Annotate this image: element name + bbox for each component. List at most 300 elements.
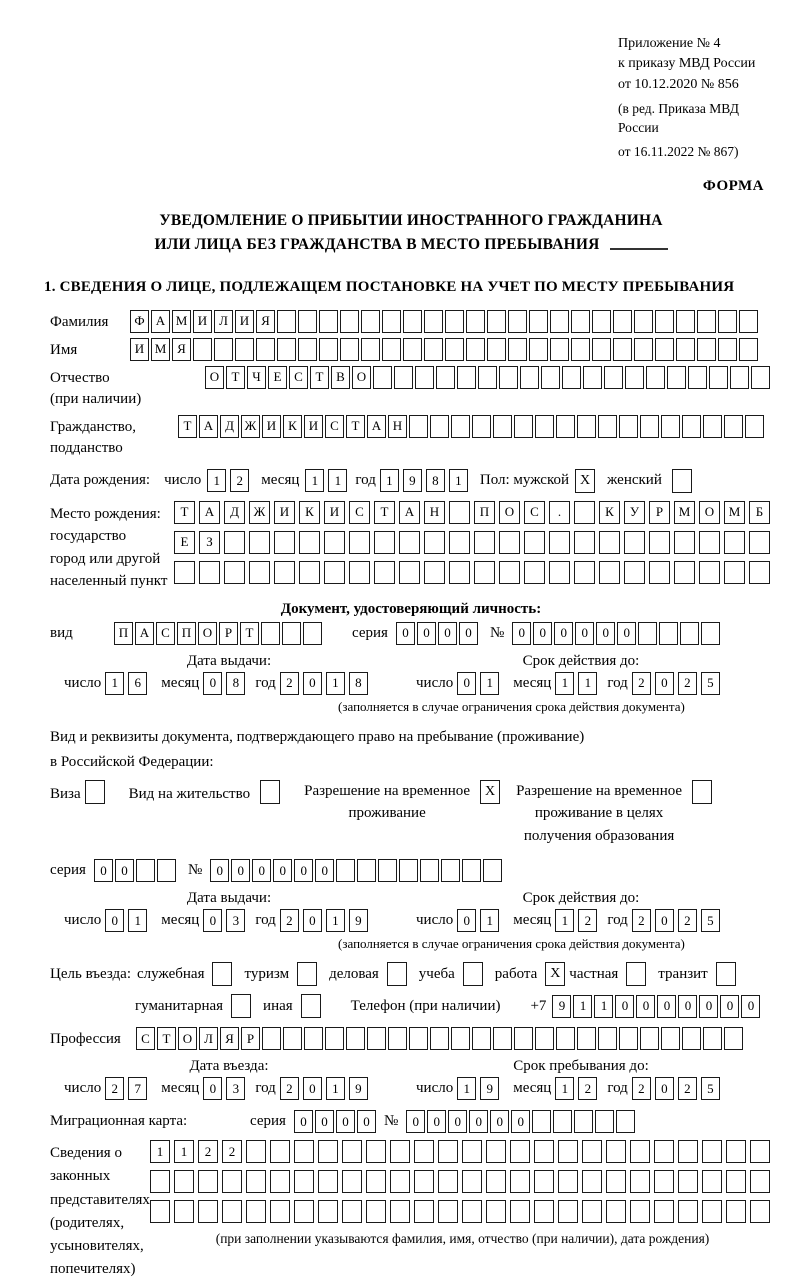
char-cell[interactable]: 2: [230, 469, 249, 492]
char-cell[interactable]: 0: [203, 672, 222, 695]
char-cell[interactable]: [246, 1170, 266, 1193]
char-cell[interactable]: [414, 1200, 434, 1223]
char-cell[interactable]: [449, 531, 470, 554]
char-cell[interactable]: [388, 1027, 407, 1050]
char-cell[interactable]: [499, 531, 520, 554]
char-cell[interactable]: [616, 1110, 635, 1133]
char-cell[interactable]: [702, 1140, 722, 1163]
char-cell[interactable]: [390, 1200, 410, 1223]
char-cell[interactable]: 1: [573, 995, 592, 1018]
char-cell[interactable]: 0: [448, 1110, 467, 1133]
char-cell[interactable]: [535, 1027, 554, 1050]
doc-number-cells[interactable]: [512, 622, 720, 645]
char-cell[interactable]: 0: [427, 1110, 446, 1133]
char-cell[interactable]: [701, 622, 720, 645]
char-cell[interactable]: [582, 1140, 602, 1163]
char-cell[interactable]: 0: [636, 995, 655, 1018]
residence-issue-year-cells[interactable]: [280, 909, 368, 932]
char-cell[interactable]: [367, 1027, 386, 1050]
char-cell[interactable]: [199, 561, 220, 584]
char-cell[interactable]: [474, 531, 495, 554]
char-cell[interactable]: [598, 1027, 617, 1050]
char-cell[interactable]: [750, 1140, 770, 1163]
char-cell[interactable]: [510, 1170, 530, 1193]
char-cell[interactable]: 1: [326, 1077, 345, 1100]
char-cell[interactable]: [499, 561, 520, 584]
char-cell[interactable]: Т: [157, 1027, 176, 1050]
char-cell[interactable]: [157, 859, 176, 882]
char-cell[interactable]: [451, 1027, 470, 1050]
char-cell[interactable]: Н: [424, 501, 445, 524]
char-cell[interactable]: 0: [315, 859, 334, 882]
char-cell[interactable]: 0: [417, 622, 436, 645]
char-cell[interactable]: [424, 310, 443, 333]
char-cell[interactable]: [472, 415, 491, 438]
char-cell[interactable]: [553, 1110, 572, 1133]
char-cell[interactable]: 1: [326, 672, 345, 695]
char-cell[interactable]: 0: [615, 995, 634, 1018]
char-cell[interactable]: [703, 415, 722, 438]
char-cell[interactable]: [499, 366, 518, 389]
char-cell[interactable]: 1: [305, 469, 324, 492]
char-cell[interactable]: [249, 531, 270, 554]
purpose-study-checkbox[interactable]: [463, 962, 483, 986]
char-cell[interactable]: [726, 1170, 746, 1193]
char-cell[interactable]: О: [352, 366, 371, 389]
char-cell[interactable]: 2: [632, 672, 651, 695]
char-cell[interactable]: [424, 531, 445, 554]
char-cell[interactable]: 2: [280, 672, 299, 695]
char-cell[interactable]: [224, 561, 245, 584]
char-cell[interactable]: 2: [678, 1077, 697, 1100]
char-cell[interactable]: 0: [512, 622, 531, 645]
char-cell[interactable]: [613, 310, 632, 333]
char-cell[interactable]: [415, 366, 434, 389]
char-cell[interactable]: [436, 366, 455, 389]
temp-permit-checkbox[interactable]: X: [480, 780, 500, 804]
char-cell[interactable]: 1: [457, 1077, 476, 1100]
char-cell[interactable]: 3: [226, 909, 245, 932]
char-cell[interactable]: .: [549, 501, 570, 524]
char-cell[interactable]: [730, 366, 749, 389]
char-cell[interactable]: [508, 338, 527, 361]
stay-until-year-cells[interactable]: [632, 1077, 720, 1100]
char-cell[interactable]: [510, 1140, 530, 1163]
char-cell[interactable]: 1: [555, 1077, 574, 1100]
profession-cells[interactable]: [136, 1027, 743, 1050]
char-cell[interactable]: 1: [174, 1140, 194, 1163]
char-cell[interactable]: [445, 310, 464, 333]
char-cell[interactable]: [409, 1027, 428, 1050]
char-cell[interactable]: [550, 310, 569, 333]
char-cell[interactable]: О: [499, 501, 520, 524]
purpose-business-checkbox[interactable]: [212, 962, 232, 986]
char-cell[interactable]: 1: [480, 909, 499, 932]
char-cell[interactable]: [702, 1170, 722, 1193]
char-cell[interactable]: З: [199, 531, 220, 554]
char-cell[interactable]: И: [130, 338, 149, 361]
char-cell[interactable]: [342, 1170, 362, 1193]
char-cell[interactable]: Т: [374, 501, 395, 524]
char-cell[interactable]: [606, 1170, 626, 1193]
char-cell[interactable]: А: [199, 415, 218, 438]
char-cell[interactable]: [462, 859, 481, 882]
char-cell[interactable]: [697, 338, 716, 361]
char-cell[interactable]: Ж: [249, 501, 270, 524]
char-cell[interactable]: [445, 338, 464, 361]
char-cell[interactable]: С: [349, 501, 370, 524]
char-cell[interactable]: 0: [294, 1110, 313, 1133]
char-cell[interactable]: [508, 310, 527, 333]
char-cell[interactable]: [556, 415, 575, 438]
char-cell[interactable]: [474, 561, 495, 584]
char-cell[interactable]: 1: [150, 1140, 170, 1163]
birthplace-cells-row3[interactable]: [174, 561, 770, 584]
char-cell[interactable]: 9: [349, 1077, 368, 1100]
char-cell[interactable]: [640, 415, 659, 438]
identity-valid-year-cells[interactable]: [632, 672, 720, 695]
char-cell[interactable]: [726, 1200, 746, 1223]
char-cell[interactable]: [599, 531, 620, 554]
char-cell[interactable]: [318, 1140, 338, 1163]
char-cell[interactable]: 1: [105, 672, 124, 695]
char-cell[interactable]: М: [674, 501, 695, 524]
residence-issue-day-cells[interactable]: [105, 909, 147, 932]
char-cell[interactable]: [630, 1140, 650, 1163]
char-cell[interactable]: Я: [256, 310, 275, 333]
char-cell[interactable]: [749, 531, 770, 554]
char-cell[interactable]: 0: [273, 859, 292, 882]
char-cell[interactable]: [414, 1170, 434, 1193]
char-cell[interactable]: [424, 561, 445, 584]
char-cell[interactable]: [399, 859, 418, 882]
char-cell[interactable]: [604, 366, 623, 389]
char-cell[interactable]: О: [178, 1027, 197, 1050]
char-cell[interactable]: [409, 415, 428, 438]
char-cell[interactable]: 0: [438, 622, 457, 645]
char-cell[interactable]: Е: [174, 531, 195, 554]
char-cell[interactable]: [282, 622, 301, 645]
char-cell[interactable]: 0: [596, 622, 615, 645]
char-cell[interactable]: [486, 1170, 506, 1193]
char-cell[interactable]: А: [135, 622, 154, 645]
char-cell[interactable]: С: [289, 366, 308, 389]
char-cell[interactable]: [318, 1200, 338, 1223]
birthdate-year-cells[interactable]: [380, 469, 468, 492]
char-cell[interactable]: Р: [241, 1027, 260, 1050]
char-cell[interactable]: К: [283, 415, 302, 438]
char-cell[interactable]: [438, 1200, 458, 1223]
char-cell[interactable]: [703, 1027, 722, 1050]
char-cell[interactable]: 0: [720, 995, 739, 1018]
char-cell[interactable]: Т: [174, 501, 195, 524]
char-cell[interactable]: [493, 1027, 512, 1050]
char-cell[interactable]: [374, 561, 395, 584]
char-cell[interactable]: [699, 531, 720, 554]
char-cell[interactable]: [751, 366, 770, 389]
char-cell[interactable]: [261, 622, 280, 645]
char-cell[interactable]: И: [324, 501, 345, 524]
char-cell[interactable]: [630, 1200, 650, 1223]
char-cell[interactable]: [646, 366, 665, 389]
char-cell[interactable]: М: [172, 310, 191, 333]
char-cell[interactable]: [483, 859, 502, 882]
char-cell[interactable]: [558, 1170, 578, 1193]
char-cell[interactable]: 0: [94, 859, 113, 882]
char-cell[interactable]: С: [136, 1027, 155, 1050]
char-cell[interactable]: [558, 1200, 578, 1223]
char-cell[interactable]: [630, 1170, 650, 1193]
identity-issue-month-cells[interactable]: [203, 672, 245, 695]
char-cell[interactable]: 0: [203, 1077, 222, 1100]
char-cell[interactable]: [534, 1200, 554, 1223]
char-cell[interactable]: О: [699, 501, 720, 524]
char-cell[interactable]: 0: [655, 1077, 674, 1100]
char-cell[interactable]: 0: [294, 859, 313, 882]
char-cell[interactable]: [702, 1200, 722, 1223]
char-cell[interactable]: [214, 338, 233, 361]
residence-issue-month-cells[interactable]: [203, 909, 245, 932]
char-cell[interactable]: [524, 561, 545, 584]
migration-number-cells[interactable]: [406, 1110, 635, 1133]
char-cell[interactable]: [303, 622, 322, 645]
char-cell[interactable]: [174, 1200, 194, 1223]
char-cell[interactable]: 1: [480, 672, 499, 695]
char-cell[interactable]: [438, 1170, 458, 1193]
char-cell[interactable]: [366, 1200, 386, 1223]
char-cell[interactable]: 0: [575, 622, 594, 645]
char-cell[interactable]: [529, 310, 548, 333]
char-cell[interactable]: 3: [226, 1077, 245, 1100]
char-cell[interactable]: [750, 1200, 770, 1223]
char-cell[interactable]: [676, 338, 695, 361]
char-cell[interactable]: [390, 1140, 410, 1163]
char-cell[interactable]: И: [193, 310, 212, 333]
char-cell[interactable]: 0: [210, 859, 229, 882]
char-cell[interactable]: 0: [252, 859, 271, 882]
char-cell[interactable]: [750, 1170, 770, 1193]
char-cell[interactable]: [378, 859, 397, 882]
char-cell[interactable]: [649, 531, 670, 554]
char-cell[interactable]: Ф: [130, 310, 149, 333]
char-cell[interactable]: [457, 366, 476, 389]
char-cell[interactable]: А: [367, 415, 386, 438]
char-cell[interactable]: 0: [655, 672, 674, 695]
char-cell[interactable]: 2: [632, 909, 651, 932]
char-cell[interactable]: Т: [226, 366, 245, 389]
char-cell[interactable]: 2: [198, 1140, 218, 1163]
char-cell[interactable]: Я: [220, 1027, 239, 1050]
char-cell[interactable]: [680, 622, 699, 645]
char-cell[interactable]: 0: [617, 622, 636, 645]
char-cell[interactable]: [357, 859, 376, 882]
char-cell[interactable]: [574, 561, 595, 584]
char-cell[interactable]: 5: [701, 672, 720, 695]
char-cell[interactable]: [449, 561, 470, 584]
female-checkbox[interactable]: [672, 469, 692, 493]
char-cell[interactable]: [193, 338, 212, 361]
char-cell[interactable]: [654, 1170, 674, 1193]
char-cell[interactable]: 0: [678, 995, 697, 1018]
char-cell[interactable]: 0: [657, 995, 676, 1018]
char-cell[interactable]: [174, 1170, 194, 1193]
surname-cells[interactable]: [130, 310, 758, 333]
char-cell[interactable]: Е: [268, 366, 287, 389]
char-cell[interactable]: [325, 1027, 344, 1050]
char-cell[interactable]: М: [151, 338, 170, 361]
char-cell[interactable]: [634, 310, 653, 333]
birthplace-cells-row2[interactable]: [174, 531, 770, 554]
char-cell[interactable]: 0: [357, 1110, 376, 1133]
char-cell[interactable]: [198, 1200, 218, 1223]
identity-issue-year-cells[interactable]: [280, 672, 368, 695]
char-cell[interactable]: Т: [240, 622, 259, 645]
stay-until-day-cells[interactable]: [457, 1077, 499, 1100]
char-cell[interactable]: Н: [388, 415, 407, 438]
char-cell[interactable]: 1: [128, 909, 147, 932]
char-cell[interactable]: [514, 415, 533, 438]
char-cell[interactable]: [270, 1200, 290, 1223]
char-cell[interactable]: 0: [303, 909, 322, 932]
char-cell[interactable]: [606, 1200, 626, 1223]
char-cell[interactable]: [399, 531, 420, 554]
char-cell[interactable]: [699, 561, 720, 584]
char-cell[interactable]: [342, 1200, 362, 1223]
char-cell[interactable]: [424, 338, 443, 361]
char-cell[interactable]: [524, 531, 545, 554]
char-cell[interactable]: [541, 366, 560, 389]
char-cell[interactable]: 1: [449, 469, 468, 492]
char-cell[interactable]: [640, 1027, 659, 1050]
residence-valid-day-cells[interactable]: [457, 909, 499, 932]
char-cell[interactable]: [529, 338, 548, 361]
char-cell[interactable]: М: [724, 501, 745, 524]
char-cell[interactable]: [438, 1140, 458, 1163]
char-cell[interactable]: [724, 531, 745, 554]
char-cell[interactable]: [270, 1140, 290, 1163]
char-cell[interactable]: [582, 1170, 602, 1193]
char-cell[interactable]: 2: [578, 909, 597, 932]
char-cell[interactable]: [304, 1027, 323, 1050]
char-cell[interactable]: К: [599, 501, 620, 524]
char-cell[interactable]: [624, 531, 645, 554]
char-cell[interactable]: [739, 310, 758, 333]
entry-year-cells[interactable]: [280, 1077, 368, 1100]
char-cell[interactable]: 8: [349, 672, 368, 695]
edu-permit-checkbox[interactable]: [692, 780, 712, 804]
char-cell[interactable]: [361, 338, 380, 361]
char-cell[interactable]: [558, 1140, 578, 1163]
char-cell[interactable]: 0: [459, 622, 478, 645]
char-cell[interactable]: [487, 310, 506, 333]
char-cell[interactable]: [394, 366, 413, 389]
char-cell[interactable]: [534, 1170, 554, 1193]
char-cell[interactable]: [655, 338, 674, 361]
char-cell[interactable]: 1: [594, 995, 613, 1018]
char-cell[interactable]: [582, 1200, 602, 1223]
identity-valid-day-cells[interactable]: [457, 672, 499, 695]
char-cell[interactable]: Я: [172, 338, 191, 361]
char-cell[interactable]: [349, 531, 370, 554]
char-cell[interactable]: [726, 1140, 746, 1163]
doc-kind-cells[interactable]: [114, 622, 322, 645]
char-cell[interactable]: [510, 1200, 530, 1223]
residence-valid-month-cells[interactable]: [555, 909, 597, 932]
char-cell[interactable]: [246, 1200, 266, 1223]
char-cell[interactable]: [745, 415, 764, 438]
char-cell[interactable]: [294, 1200, 314, 1223]
char-cell[interactable]: 0: [203, 909, 222, 932]
char-cell[interactable]: А: [199, 501, 220, 524]
char-cell[interactable]: А: [151, 310, 170, 333]
char-cell[interactable]: [472, 1027, 491, 1050]
representatives-cells-row2[interactable]: [150, 1170, 775, 1193]
char-cell[interactable]: [486, 1140, 506, 1163]
patronymic-cells[interactable]: [205, 366, 770, 389]
residence-permit-checkbox[interactable]: [260, 780, 280, 804]
entry-day-cells[interactable]: [105, 1077, 147, 1100]
char-cell[interactable]: 1: [555, 672, 574, 695]
char-cell[interactable]: [462, 1170, 482, 1193]
char-cell[interactable]: [340, 310, 359, 333]
stay-until-month-cells[interactable]: [555, 1077, 597, 1100]
char-cell[interactable]: 0: [406, 1110, 425, 1133]
char-cell[interactable]: Т: [346, 415, 365, 438]
char-cell[interactable]: [449, 501, 470, 524]
char-cell[interactable]: [399, 561, 420, 584]
char-cell[interactable]: [294, 1170, 314, 1193]
char-cell[interactable]: [688, 366, 707, 389]
char-cell[interactable]: И: [235, 310, 254, 333]
char-cell[interactable]: [606, 1140, 626, 1163]
residence-valid-year-cells[interactable]: [632, 909, 720, 932]
char-cell[interactable]: [373, 366, 392, 389]
char-cell[interactable]: Д: [224, 501, 245, 524]
char-cell[interactable]: [638, 622, 657, 645]
char-cell[interactable]: [235, 338, 254, 361]
char-cell[interactable]: [478, 366, 497, 389]
char-cell[interactable]: О: [205, 366, 224, 389]
char-cell[interactable]: 0: [554, 622, 573, 645]
char-cell[interactable]: [299, 531, 320, 554]
char-cell[interactable]: 0: [533, 622, 552, 645]
char-cell[interactable]: [462, 1200, 482, 1223]
citizenship-cells[interactable]: [178, 415, 764, 438]
char-cell[interactable]: [613, 338, 632, 361]
char-cell[interactable]: [724, 415, 743, 438]
birthdate-month-cells[interactable]: [305, 469, 347, 492]
char-cell[interactable]: Р: [219, 622, 238, 645]
char-cell[interactable]: [571, 338, 590, 361]
char-cell[interactable]: [299, 561, 320, 584]
char-cell[interactable]: [349, 561, 370, 584]
char-cell[interactable]: В: [331, 366, 350, 389]
char-cell[interactable]: [724, 561, 745, 584]
char-cell[interactable]: П: [177, 622, 196, 645]
char-cell[interactable]: [718, 310, 737, 333]
identity-issue-day-cells[interactable]: [105, 672, 147, 695]
char-cell[interactable]: [571, 310, 590, 333]
representatives-cells-row1[interactable]: [150, 1140, 775, 1163]
char-cell[interactable]: [535, 415, 554, 438]
char-cell[interactable]: [749, 561, 770, 584]
male-checkbox[interactable]: X: [575, 469, 595, 493]
char-cell[interactable]: 0: [699, 995, 718, 1018]
char-cell[interactable]: [430, 1027, 449, 1050]
char-cell[interactable]: [659, 622, 678, 645]
char-cell[interactable]: [430, 415, 449, 438]
purpose-transit-checkbox[interactable]: [716, 962, 736, 986]
